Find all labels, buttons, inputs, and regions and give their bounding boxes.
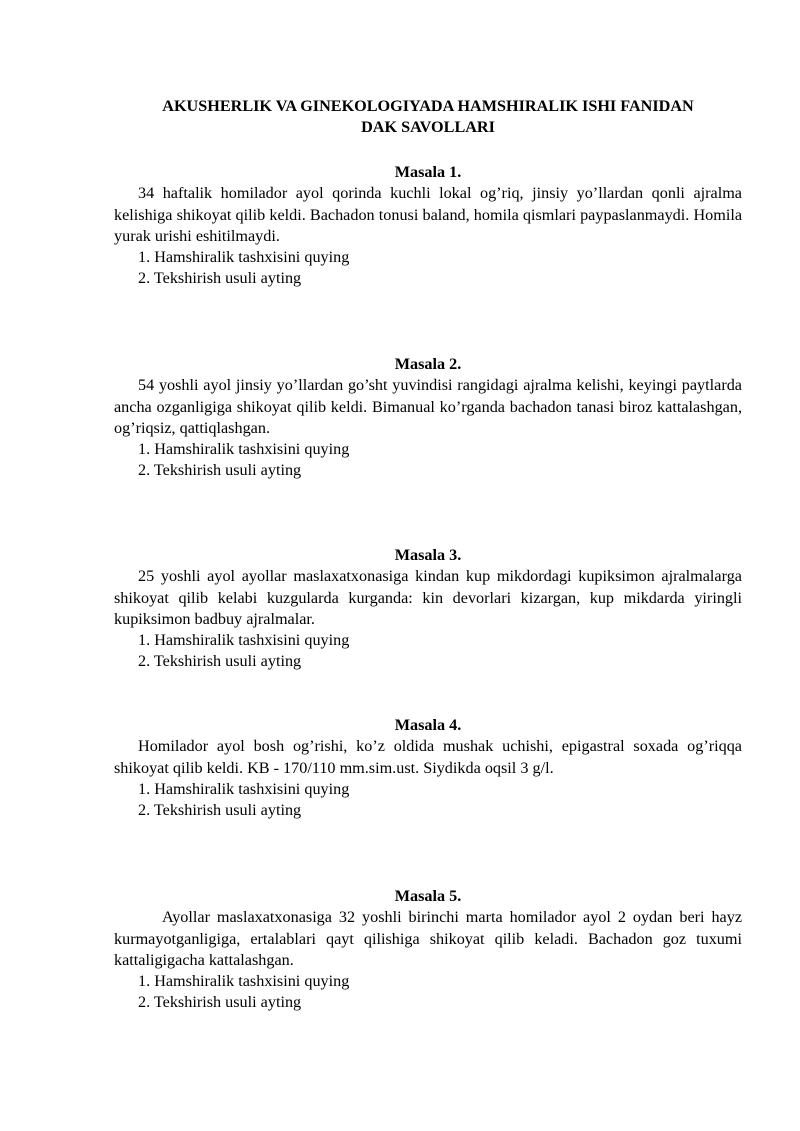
document-page (114, 96, 742, 1012)
problem-text: Ayollar maslaxatxonasiga 32 yoshli birinchi marta homilador ayol 2 oydan beri hayz kurmayotganligiga, ertalablari qayt qilishiga shikoyat qilib keladi. Bachadon goz tuxumi kattaligigacha kattalashgan. (114, 908, 742, 969)
problem-5 (114, 886, 742, 1014)
problem-title: Masala 5. (394, 887, 462, 905)
question-method: 2. Tekshirish usuli ayting (138, 801, 302, 820)
problem-title: Masala 3. (394, 546, 462, 564)
problem-title: Masala 2. (394, 355, 462, 373)
problem-2 (114, 354, 742, 482)
problem-1 (114, 162, 742, 290)
problem-text: 34 haftalik homilador ayol qorinda kuchli lokal og’riq, jinsiy yo’llardan qonli ajralma kelishiga shikoyat qilib keldi. Bachadon tonusi baland, homila qismlari paypaslanmaydi. Homila yurak urishi eshitilmaydi. (114, 184, 742, 245)
question-diagnosis: 1. Hamshiralik tashxisini quying (138, 248, 350, 267)
question-diagnosis: 1. Hamshiralik tashxisini quying (138, 631, 350, 650)
document-title (114, 96, 742, 139)
problem-text: 25 yoshli ayol ayollar maslaxatxonasiga kindan kup mikdordagi kupiksimon ajralmalarga shikoyat qilib kelabi kuzgularda kurganda: kin devorlari kizargan, kup mikdarda yiringli kupiksimon badbuy ajralmalar. (114, 567, 742, 628)
problem-title: Masala 4. (394, 716, 462, 734)
problem-text: Homilador ayol bosh og’rishi, ko’z oldida mushak uchishi, epigastral soxada og’riqqa shikoyat qilib keldi. KB - 170/110 mm.sim.ust. Siydikda oqsil 3 g/l. (114, 737, 742, 777)
problem-title: Masala 1. (394, 163, 462, 181)
question-diagnosis: 1. Hamshiralik tashxisini quying (138, 972, 350, 991)
document-title-line2: DAK SAVOLLARI (361, 118, 495, 137)
question-method: 2. Tekshirish usuli ayting (138, 993, 302, 1012)
question-method: 2. Tekshirish usuli ayting (138, 269, 302, 288)
question-method: 2. Tekshirish usuli ayting (138, 652, 302, 671)
document-title-line1: AKUSHERLIK VA GINEKOLOGIYADA HAMSHIRALIK ISHI FANIDAN (162, 97, 694, 115)
problem-3 (114, 545, 742, 673)
problem-text: 54 yoshli ayol jinsiy yo’llardan go’sht yuvindisi rangidagi ajralma kelishi, keyingi paytlarda ancha ozganligiga shikoyat qilib keldi. Bimanual ko’rganda bachadon tanasi biroz kattalashgan, og’riqsiz, qattiqlashgan. (114, 376, 742, 437)
problem-4 (114, 715, 742, 821)
question-diagnosis: 1. Hamshiralik tashxisini quying (138, 440, 350, 459)
question-diagnosis: 1. Hamshiralik tashxisini quying (138, 779, 350, 798)
question-method: 2. Tekshirish usuli ayting (138, 461, 302, 480)
